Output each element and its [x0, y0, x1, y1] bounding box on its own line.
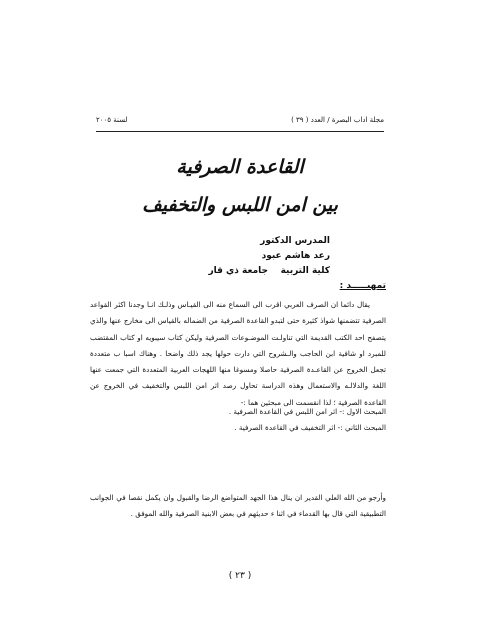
running-header	[96, 116, 384, 130]
title-line-1: القاعدة الصرفية	[176, 156, 304, 178]
page-number: ( ٢٣ )	[228, 571, 252, 581]
intro-paragraph-text: يقال دائما ان الصرف العربي اقرب الى السماع منه الى القيـاس وذلـك انـا وجدنا اكثر القواعد الصرفية تتضمنها شواذ كثيرة حتى لتبدو القاعدة الصرفية من الضماله بالقياس الى مخارج عنها والذي يتصفح احد الكتب القديمة التي تناولـت الموضـوعات الصرفية وليكن كتاب سيبويه او كتاب المقتضب للمبرد او شافية ابن الحاجب والـشروح التي دارت حولها يجد ذلك واضحا . وهناك اسبا ب متعددة تجعل الخروج عن القاعـدة الصرفية حاصلا ومسوغا منها اللهجات العربية المتعددة التي جمعت عنها اللغة والدلالـه والاستعمال وهذه الدراسة تحاول رصد اثر امن اللبس والتخفيف في الخروج عن القاعدة الصرفية ؛ لذا انقسمت الى مبحثين هما :-	[90, 300, 386, 407]
section-item-1: المبحث الاول :- اثر امن اللبس في القاعدة الصرفية .	[228, 407, 386, 416]
intro-heading: تمهيـــــد :	[339, 281, 386, 291]
journal-citation: مجلة اداب البصرة / العدد ( ٣٩ )	[291, 116, 384, 124]
author-rank: المدرس الدكتور	[260, 236, 330, 246]
closing-paragraph: وأرجو من الله العلي القدير ان ينال هذا الجهد المتواضع الرضا والقبول وان يكمل نقصا في الجوانب التطبيقية التي قال بها القدماء في اثنا ء حديثهم في بعض الابنية الصرفية والله الموفق .	[90, 493, 386, 519]
intro-paragraph	[90, 297, 386, 411]
author-affiliation: كلية التربية جامعة ذي قار	[208, 266, 330, 276]
title-line-2: بين امن اللبس والتخفيف	[142, 194, 338, 216]
header-divider	[96, 131, 384, 132]
section-item-2: المبحث الثاني :- اثر التخفيف في القاعدة الصرفية .	[234, 423, 386, 432]
author-name: رعد هاشم عبود	[261, 251, 330, 261]
publication-year: لسنة ٢٠٠٥	[96, 116, 128, 124]
author-block	[208, 234, 330, 279]
